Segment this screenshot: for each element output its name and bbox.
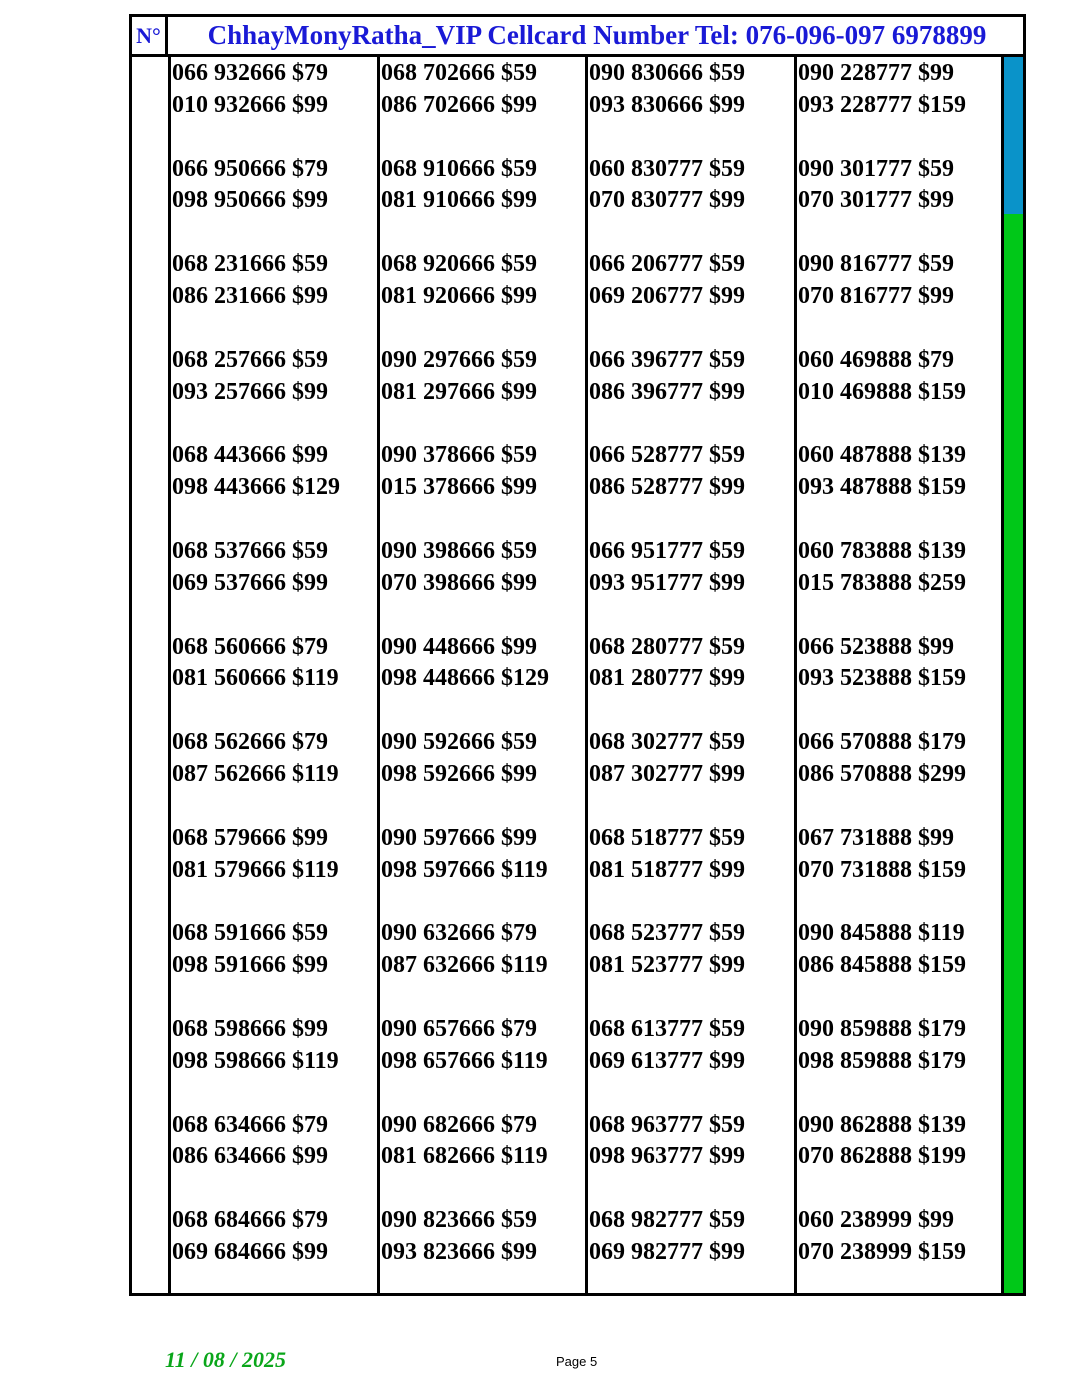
phone-number-entry: 098 598666 $119 (172, 1047, 339, 1074)
column-divider (585, 57, 588, 1293)
phone-number-entry: 093 951777 $99 (589, 569, 745, 596)
phone-number-entry: 066 932666 $79 (172, 60, 328, 86)
phone-number-entry: 066 206777 $59 (589, 251, 745, 278)
phone-number-entry: 070 862888 $199 (798, 1143, 966, 1170)
phone-number-entry: 086 528777 $99 (589, 474, 745, 501)
side-color-bar-blue (1004, 57, 1023, 214)
phone-number-entry: 068 613777 $59 (589, 1016, 745, 1042)
phone-number-entry: 086 231666 $99 (172, 283, 328, 309)
phone-number-entry: 066 570888 $179 (798, 729, 966, 756)
side-color-bar-green (1004, 214, 1023, 1293)
phone-number-entry: 068 443666 $99 (172, 442, 328, 469)
phone-number-entry: 090 297666 $59 (381, 346, 537, 373)
phone-number-entry: 098 591666 $99 (172, 952, 328, 979)
phone-number-entry: 081 280777 $99 (589, 665, 745, 692)
column-divider (794, 57, 797, 1293)
sheet-title: ChhayMonyRatha_VIP Cellcard Number Tel: 076-096-097 6978899 (207, 20, 987, 50)
number-column-label: N° (132, 17, 168, 54)
phone-number-entry: 069 613777 $99 (589, 1047, 745, 1074)
phone-number-entry: 060 238999 $99 (798, 1207, 954, 1234)
phone-number-entry: 090 830666 $59 (589, 60, 745, 86)
phone-number-entry: 098 859888 $179 (798, 1047, 966, 1074)
phone-number-entry: 070 301777 $99 (798, 187, 954, 214)
phone-number-entry: 060 830777 $59 (589, 155, 745, 182)
phone-number-entry: 090 862888 $139 (798, 1111, 966, 1138)
phone-number-entry: 087 632666 $119 (381, 952, 548, 979)
phone-number-entry: 069 206777 $99 (589, 283, 745, 309)
phone-number-entry: 070 731888 $159 (798, 856, 966, 883)
phone-number-entry: 087 302777 $99 (589, 761, 745, 787)
phone-number-entry: 086 702666 $99 (381, 91, 537, 118)
phone-number-entry: 068 257666 $59 (172, 346, 328, 373)
phone-number-entry: 081 560666 $119 (172, 665, 339, 692)
phone-number-entry: 068 982777 $59 (589, 1207, 745, 1234)
phone-number-entry: 090 228777 $99 (798, 60, 954, 86)
phone-number-entry: 068 702666 $59 (381, 60, 537, 86)
phone-number-entry: 086 570888 $299 (798, 761, 966, 787)
phone-number-entry: 068 560666 $79 (172, 633, 328, 660)
phone-number-entry: 010 469888 $159 (798, 378, 966, 405)
phone-number-entry: 098 448666 $129 (381, 665, 549, 692)
number-price-sheet (129, 14, 1026, 1296)
phone-number-entry: 090 448666 $99 (381, 633, 537, 660)
phone-number-entry: 093 487888 $159 (798, 474, 966, 501)
phone-number-entry: 090 657666 $79 (381, 1016, 537, 1042)
phone-number-entry: 068 523777 $59 (589, 920, 745, 947)
phone-number-entry: 081 518777 $99 (589, 856, 745, 883)
phone-number-entry: 090 682666 $79 (381, 1111, 537, 1138)
phone-number-entry: 098 950666 $99 (172, 187, 328, 214)
phone-number-entry: 066 523888 $99 (798, 633, 954, 660)
phone-number-entry: 066 528777 $59 (589, 442, 745, 469)
phone-number-entry: 098 597666 $119 (381, 856, 548, 883)
sheet-header (132, 17, 1023, 57)
phone-number-entry: 098 592666 $99 (381, 761, 537, 787)
phone-number-entry: 081 297666 $99 (381, 378, 537, 405)
phone-number-entry: 081 910666 $99 (381, 187, 537, 214)
phone-number-entry: 066 950666 $79 (172, 155, 328, 182)
phone-number-entry: 090 592666 $59 (381, 729, 537, 756)
phone-number-entry: 090 378666 $59 (381, 442, 537, 469)
phone-number-entry: 068 591666 $59 (172, 920, 328, 947)
phone-number-entry: 093 823666 $99 (381, 1239, 537, 1265)
phone-number-entry: 068 598666 $99 (172, 1016, 328, 1042)
page-number: Page 5 (556, 1354, 598, 1369)
phone-number-entry: 068 579666 $99 (172, 824, 328, 851)
phone-number-entry: 090 845888 $119 (798, 920, 965, 947)
phone-number-entry: 090 823666 $59 (381, 1207, 537, 1234)
phone-number-entry: 098 963777 $99 (589, 1143, 745, 1170)
phone-number-entry: 068 920666 $59 (381, 251, 537, 278)
phone-number-entry: 086 845888 $159 (798, 952, 966, 979)
phone-number-entry: 068 910666 $59 (381, 155, 537, 182)
column-divider (168, 57, 171, 1293)
footer-date: 11 / 08 / 2025 (165, 1347, 287, 1372)
phone-number-entry: 090 859888 $179 (798, 1016, 966, 1042)
phone-number-entry: 015 783888 $259 (798, 569, 966, 596)
phone-number-entry: 081 682666 $119 (381, 1143, 548, 1170)
phone-number-entry: 090 632666 $79 (381, 920, 537, 947)
phone-number-entry: 069 537666 $99 (172, 569, 328, 596)
phone-number-entry: 060 783888 $139 (798, 538, 966, 564)
phone-number-entry: 070 830777 $99 (589, 187, 745, 214)
phone-number-entry: 068 537666 $59 (172, 538, 328, 564)
phone-number-entry: 093 228777 $159 (798, 91, 966, 118)
phone-number-entry: 081 920666 $99 (381, 283, 537, 309)
phone-number-entry: 060 469888 $79 (798, 346, 954, 373)
column-divider (377, 57, 380, 1293)
phone-number-entry: 070 238999 $159 (798, 1239, 966, 1265)
phone-number-entry: 015 378666 $99 (381, 474, 537, 501)
phone-number-entry: 086 634666 $99 (172, 1143, 328, 1170)
phone-number-entry: 069 982777 $99 (589, 1239, 745, 1265)
phone-number-entry: 068 684666 $79 (172, 1207, 328, 1234)
phone-number-entry: 010 932666 $99 (172, 91, 328, 118)
phone-number-entry: 081 523777 $99 (589, 952, 745, 979)
phone-number-entry: 068 231666 $59 (172, 251, 328, 278)
phone-number-entry: 068 302777 $59 (589, 729, 745, 756)
phone-number-entry: 070 398666 $99 (381, 569, 537, 596)
phone-number-entry: 066 396777 $59 (589, 346, 745, 373)
phone-number-entry: 086 396777 $99 (589, 378, 745, 405)
phone-number-entry: 068 518777 $59 (589, 824, 745, 851)
phone-number-entry: 090 816777 $59 (798, 251, 954, 278)
phone-number-entry: 093 257666 $99 (172, 378, 328, 405)
phone-number-entry: 068 963777 $59 (589, 1111, 745, 1138)
phone-number-entry: 090 597666 $99 (381, 824, 537, 851)
phone-number-entry: 093 523888 $159 (798, 665, 966, 692)
phone-number-entry: 067 731888 $99 (798, 824, 954, 851)
phone-number-entry: 090 301777 $59 (798, 155, 954, 182)
phone-number-entry: 098 443666 $129 (172, 474, 340, 501)
phone-number-entry: 090 398666 $59 (381, 538, 537, 564)
phone-number-entry: 068 280777 $59 (589, 633, 745, 660)
phone-number-entry: 087 562666 $119 (172, 761, 339, 787)
phone-number-entry: 069 684666 $99 (172, 1239, 328, 1265)
phone-number-entry: 098 657666 $119 (381, 1047, 548, 1074)
phone-number-entry: 060 487888 $139 (798, 442, 966, 469)
phone-number-entry: 066 951777 $59 (589, 538, 745, 564)
phone-number-entry: 081 579666 $119 (172, 856, 339, 883)
phone-number-entry: 068 562666 $79 (172, 729, 328, 756)
phone-number-entry: 093 830666 $99 (589, 91, 745, 118)
phone-number-entry: 070 816777 $99 (798, 283, 954, 309)
phone-number-entry: 068 634666 $79 (172, 1111, 328, 1138)
